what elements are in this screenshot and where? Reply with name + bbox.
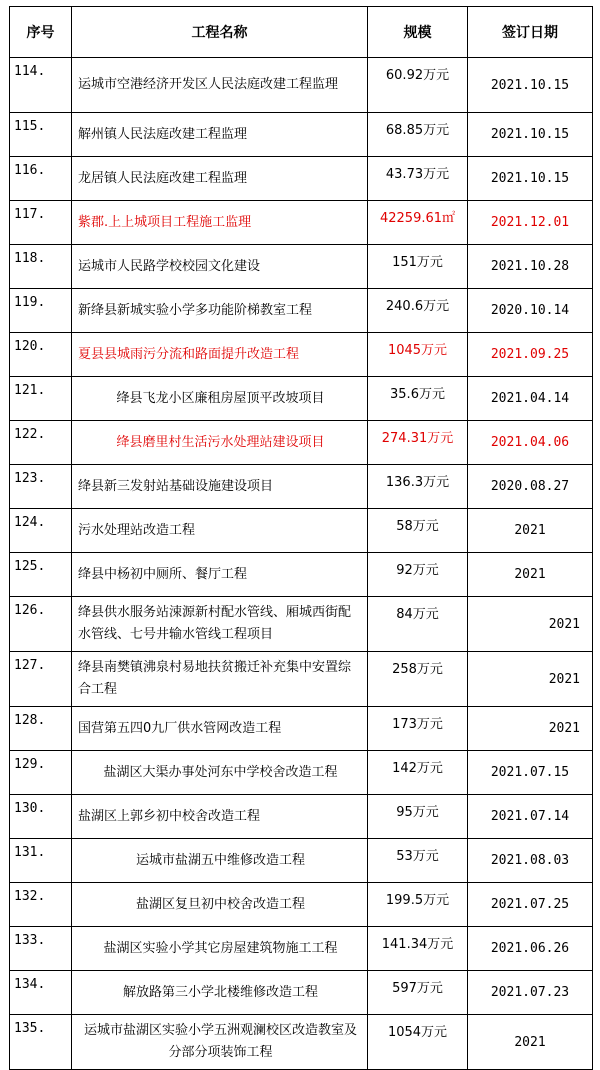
- table-row: [10, 289, 593, 333]
- table-row: [10, 157, 593, 201]
- row-sign-date: 2021.08.03: [468, 839, 593, 883]
- row-scale: 53万元: [368, 839, 468, 883]
- row-index: 131.: [10, 839, 72, 883]
- table-row: [10, 333, 593, 377]
- row-index: 126.: [10, 597, 72, 652]
- row-sign-date: 2021: [468, 652, 593, 707]
- row-index: 121.: [10, 377, 72, 421]
- table-row: [10, 201, 593, 245]
- row-index: 115.: [10, 113, 72, 157]
- table-row: [10, 927, 593, 971]
- row-project-name: 绛县飞龙小区廉租房屋顶平改坡项目: [72, 377, 368, 421]
- table-row: [10, 58, 593, 113]
- row-scale: 258万元: [368, 652, 468, 707]
- row-project-name: 运城市盐湖五中维修改造工程: [72, 839, 368, 883]
- table-row: [10, 245, 593, 289]
- row-scale: 95万元: [368, 795, 468, 839]
- table-row: [10, 751, 593, 795]
- row-project-name: 解放路第三小学北楼维修改造工程: [72, 971, 368, 1015]
- table-row: [10, 707, 593, 751]
- row-sign-date: 2021.07.25: [468, 883, 593, 927]
- row-scale: 43.73万元: [368, 157, 468, 201]
- row-scale: 274.31万元: [368, 421, 468, 465]
- table-row: [10, 509, 593, 553]
- row-index: 129.: [10, 751, 72, 795]
- row-scale: 136.3万元: [368, 465, 468, 509]
- row-project-name: 绛县新三发射站基础设施建设项目: [72, 465, 368, 509]
- table-row: [10, 1015, 593, 1070]
- table-row: [10, 113, 593, 157]
- row-scale: 92万元: [368, 553, 468, 597]
- header-sign-date: 签订日期: [468, 7, 593, 58]
- row-index: 116.: [10, 157, 72, 201]
- row-index: 122.: [10, 421, 72, 465]
- table-row: [10, 839, 593, 883]
- row-sign-date: 2021.07.14: [468, 795, 593, 839]
- table-row: [10, 883, 593, 927]
- row-scale: 58万元: [368, 509, 468, 553]
- row-sign-date: 2021.10.15: [468, 113, 593, 157]
- row-scale: 1054万元: [368, 1015, 468, 1070]
- row-scale: 1045万元: [368, 333, 468, 377]
- row-project-name: 运城市空港经济开发区人民法庭改建工程监理: [72, 58, 368, 113]
- row-project-name: 龙居镇人民法庭改建工程监理: [72, 157, 368, 201]
- row-scale: 173万元: [368, 707, 468, 751]
- row-sign-date: 2021: [468, 597, 593, 652]
- row-scale: 68.85万元: [368, 113, 468, 157]
- row-index: 124.: [10, 509, 72, 553]
- row-index: 118.: [10, 245, 72, 289]
- row-project-name: 绛县南樊镇沸泉村易地扶贫搬迁补充集中安置综合工程: [72, 652, 368, 707]
- row-index: 135.: [10, 1015, 72, 1070]
- row-sign-date: 2021.07.15: [468, 751, 593, 795]
- row-sign-date: 2021.10.15: [468, 157, 593, 201]
- table-header-row: [10, 7, 593, 58]
- header-project-name: 工程名称: [72, 7, 368, 58]
- row-sign-date: 2021.12.01: [468, 201, 593, 245]
- row-sign-date: 2021.04.06: [468, 421, 593, 465]
- row-index: 132.: [10, 883, 72, 927]
- table-row: [10, 421, 593, 465]
- table-row: [10, 652, 593, 707]
- row-sign-date: 2021: [468, 707, 593, 751]
- row-sign-date: 2021: [468, 553, 593, 597]
- row-index: 125.: [10, 553, 72, 597]
- row-sign-date: 2020.08.27: [468, 465, 593, 509]
- row-scale: 151万元: [368, 245, 468, 289]
- row-sign-date: 2021.10.15: [468, 58, 593, 113]
- row-project-name: 紫郡.上上城项目工程施工监理: [72, 201, 368, 245]
- row-project-name: 盐湖区上郭乡初中校舍改造工程: [72, 795, 368, 839]
- header-scale: 规模: [368, 7, 468, 58]
- row-index: 128.: [10, 707, 72, 751]
- table-row: [10, 795, 593, 839]
- row-project-name: 盐湖区复旦初中校舍改造工程: [72, 883, 368, 927]
- row-project-name: 运城市人民路学校校园文化建设: [72, 245, 368, 289]
- row-project-name: 绛县中杨初中厕所、餐厅工程: [72, 553, 368, 597]
- row-scale: 240.6万元: [368, 289, 468, 333]
- table-row: [10, 553, 593, 597]
- row-index: 114.: [10, 58, 72, 113]
- table-row: [10, 377, 593, 421]
- row-sign-date: 2021.04.14: [468, 377, 593, 421]
- row-project-name: 污水处理站改造工程: [72, 509, 368, 553]
- row-scale: 42259.61㎡: [368, 201, 468, 245]
- row-sign-date: 2021.10.28: [468, 245, 593, 289]
- row-sign-date: 2021.09.25: [468, 333, 593, 377]
- row-sign-date: 2021: [468, 509, 593, 553]
- row-project-name: 新绛县新城实验小学多功能阶梯教室工程: [72, 289, 368, 333]
- row-scale: 142万元: [368, 751, 468, 795]
- table-row: [10, 465, 593, 509]
- row-project-name: 盐湖区大渠办事处河东中学校舍改造工程: [72, 751, 368, 795]
- row-index: 123.: [10, 465, 72, 509]
- row-index: 120.: [10, 333, 72, 377]
- row-project-name: 绛县磨里村生活污水处理站建设项目: [72, 421, 368, 465]
- row-scale: 35.6万元: [368, 377, 468, 421]
- row-index: 133.: [10, 927, 72, 971]
- row-index: 119.: [10, 289, 72, 333]
- row-index: 127.: [10, 652, 72, 707]
- row-project-name: 运城市盐湖区实验小学五洲观澜校区改造教室及分部分项装饰工程: [72, 1015, 368, 1070]
- row-sign-date: 2021.06.26: [468, 927, 593, 971]
- row-sign-date: 2021.07.23: [468, 971, 593, 1015]
- row-project-name: 解州镇人民法庭改建工程监理: [72, 113, 368, 157]
- header-index: 序号: [10, 7, 72, 58]
- row-scale: 60.92万元: [368, 58, 468, 113]
- row-project-name: 夏县县城雨污分流和路面提升改造工程: [72, 333, 368, 377]
- row-index: 117.: [10, 201, 72, 245]
- table-row: [10, 597, 593, 652]
- row-project-name: 盐湖区实验小学其它房屋建筑物施工工程: [72, 927, 368, 971]
- row-scale: 199.5万元: [368, 883, 468, 927]
- project-table: [9, 6, 593, 1070]
- row-project-name: 绛县供水服务站涑源新村配水管线、厢城西街配水管线、七号井输水管线工程项目: [72, 597, 368, 652]
- row-sign-date: 2021: [468, 1015, 593, 1070]
- table-row: [10, 971, 593, 1015]
- row-index: 134.: [10, 971, 72, 1015]
- row-sign-date: 2020.10.14: [468, 289, 593, 333]
- row-project-name: 国营第五四0九厂供水管网改造工程: [72, 707, 368, 751]
- row-index: 130.: [10, 795, 72, 839]
- row-scale: 597万元: [368, 971, 468, 1015]
- row-scale: 84万元: [368, 597, 468, 652]
- row-scale: 141.34万元: [368, 927, 468, 971]
